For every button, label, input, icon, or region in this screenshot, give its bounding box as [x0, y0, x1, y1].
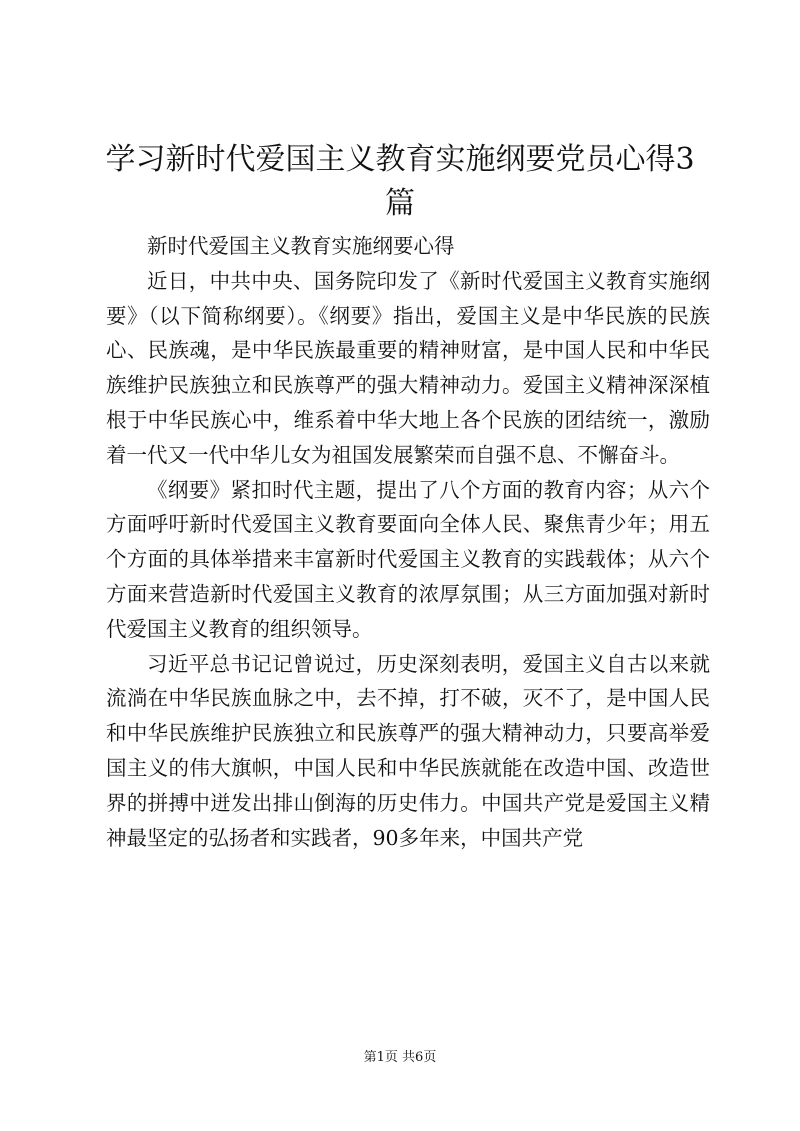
document-body	[106, 229, 710, 855]
page-footer: 第1页 共6页	[363, 1050, 437, 1065]
paragraph-3: 习近平总书记记曾说过，历史深刻表明，爱国主义自古以来就流淌在中华民族血脉之中，去不掉，打不破，灭不了，是中国人民和中华民族维护民族独立和民族尊严的强大精神动力，只要高举爱国主义的伟大旗帜，中国人民和中华民族就能在改造中国、改造世界的拼搏中迸发出排山倒海的历史伟力。中国共产党是爱国主义精神最坚定的弘扬者和实践者，90多年来，中国共产党	[106, 651, 710, 850]
document-title: 学习新时代爱国主义教育实施纲要党员心得3篇	[105, 142, 695, 221]
document-subtitle: 新时代爱国主义教育实施纲要心得	[147, 234, 455, 258]
paragraph-2: 《纲要》紧扣时代主题，提出了八个方面的教育内容；从六个方面呼吁新时代爱国主义教育要面向全体人民、聚焦青少年；用五个方面的具体举措来丰富新时代爱国主义教育的实践载体；从六个方面来营造新时代爱国主义教育的浓厚氛围；从三方面加强对新时代爱国主义教育的组织领导。	[106, 477, 710, 641]
paragraph-1: 近日，中共中央、国务院印发了《新时代爱国主义教育实施纲要》（以下简称纲要）。《纲要》指出，爱国主义是中华民族的民族心、民族魂，是中华民族最重要的精神财富，是中国人民和中华民族维护民族独立和民族尊严的强大精神动力。爱国主义精神深深植根于中华民族心中，维系着中华大地上各个民族的团结统一，激励着一代又一代中华儿女为祖国发展繁荣而自强不息、不懈奋斗。	[106, 268, 710, 467]
